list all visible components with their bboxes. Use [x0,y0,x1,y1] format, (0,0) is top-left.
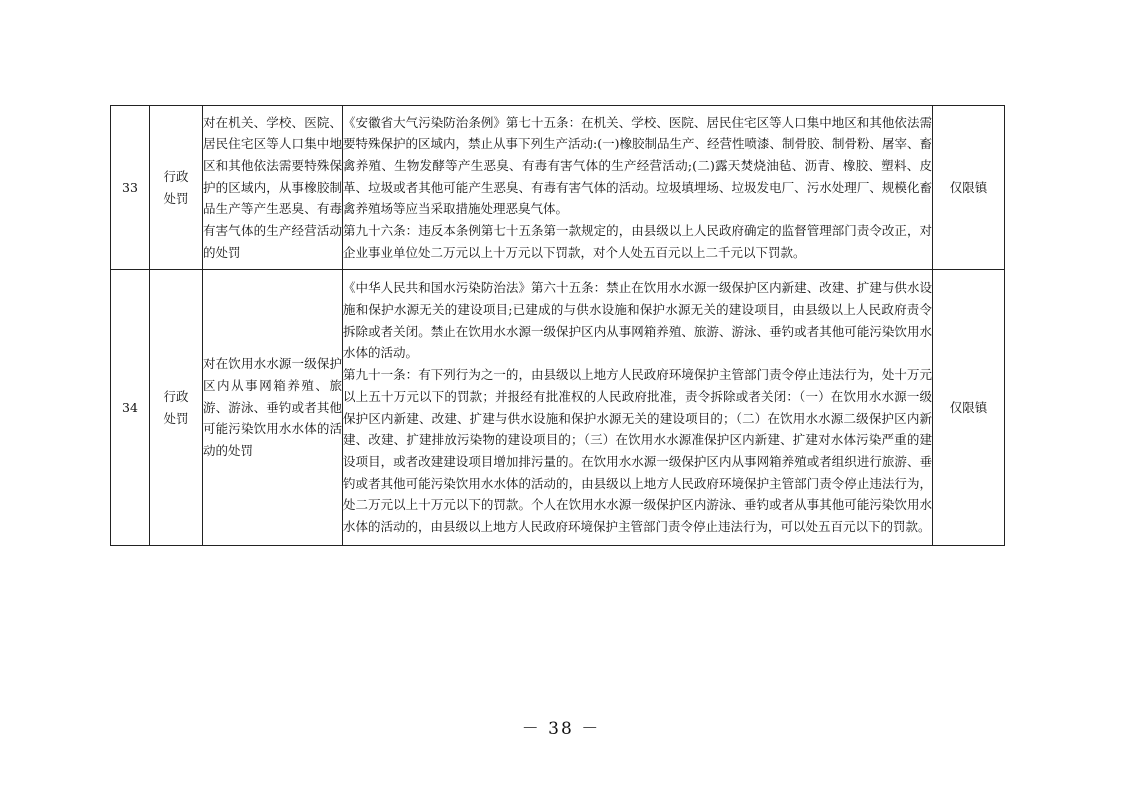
row-number: 34 [111,270,150,546]
row-number: 33 [111,106,150,270]
item-name-text: 对在饮用水水源一级保护区内从事网箱养殖、旅游、游泳、垂钓或者其他可能污染饮用水水体的活动的处罚 [203,356,342,459]
power-type-line: 行政 [163,168,189,184]
power-type-line: 处罚 [163,190,189,206]
item-name [203,270,343,546]
scope: 仅限镇 [933,106,1005,270]
legal-basis-paragraph: 第九十六条：违反本条例第七十五条第一款规定的，由县级以上人民政府确定的监督管理部门责令改正，对企业事业单位处二万元以上十万元以下罚款，对个人处五百元以上二千元以下罚款。 [343,223,932,260]
table-row [111,106,1005,270]
power-type-line: 行政 [163,388,189,404]
legal-basis [343,106,933,270]
item-name-text: 对在机关、学校、医院、居民住宅区等人口集中地区和其他依法需要特殊保护的区域内，从事橡胶制品生产等产生恶臭、有毒有害气体的生产经营活动的处罚 [203,114,342,260]
table-row [111,270,1005,546]
scope: 仅限镇 [933,270,1005,546]
page-number: － 38 － [521,719,601,739]
legal-basis-paragraph: 第九十一条：有下列行为之一的，由县级以上地方人民政府环境保护主管部门责令停止违法行为，处十万元以上五十万元以下的罚款；并报经有批准权的人民政府批准，责令拆除或者关闭：（一）在饮用水水源一级保护区内新建、改建、扩建与供水设施和保护水源无关的建设项目的；（二）在饮用水水源二级保护区内新建、改建、扩建排放污染物的建设项目的；（三）在饮用水水源准保护区内新建、扩建对水体污染严重的建设项目，或者改建建设项目增加排污量的。在饮用水水源一级保护区内从事网箱养殖或者组织进行旅游、垂钓或者其他可能污染饮用水水体的活动的，由县级以上地方人民政府环境保护主管部门责令停止违法行为，处二万元以上十万元以下的罚款。个人在饮用水水源一级保护区内游泳、垂钓或者从事其他可能污染饮用水水体的活动的，由县级以上地方人民政府环境保护主管部门责令停止违法行为，可以处五百元以下的罚款。 [343,367,932,535]
power-type [150,270,203,546]
legal-basis-paragraph: 《安徽省大气污染防治条例》第七十五条：在机关、学校、医院、居民住宅区等人口集中地区和其他依法需要特殊保护的区域内，禁止从事下列生产活动:(一)橡胶制品生产、经营性喷漆、制骨胶、制骨粉、屠宰、畜禽养殖、生物发酵等产生恶臭、有毒有害气体的生产经营活动;(二)露天焚烧油毡、沥青、橡胶、塑料、皮革、垃圾或者其他可能产生恶臭、有毒有害气体的活动。垃圾填埋场、垃圾发电厂、污水处理厂、规模化畜禽养殖场等应当采取措施处理恶臭气体。 [343,114,932,217]
enforcement-items-table [110,105,1005,546]
legal-basis [343,270,933,546]
power-type-line: 处罚 [163,410,189,426]
power-type [150,106,203,270]
item-name [203,106,343,270]
legal-basis-paragraph: 《中华人民共和国水污染防治法》第六十五条：禁止在饮用水水源一级保护区内新建、改建、扩建与供水设施和保护水源无关的建设项目;已建成的与供水设施和保护水源无关的建设项目，由县级以上人民政府责令拆除或者关闭。禁止在饮用水水源一级保护区内从事网箱养殖、旅游、游泳、垂钓或者其他可能污染饮用水水体的活动。 [343,280,932,361]
